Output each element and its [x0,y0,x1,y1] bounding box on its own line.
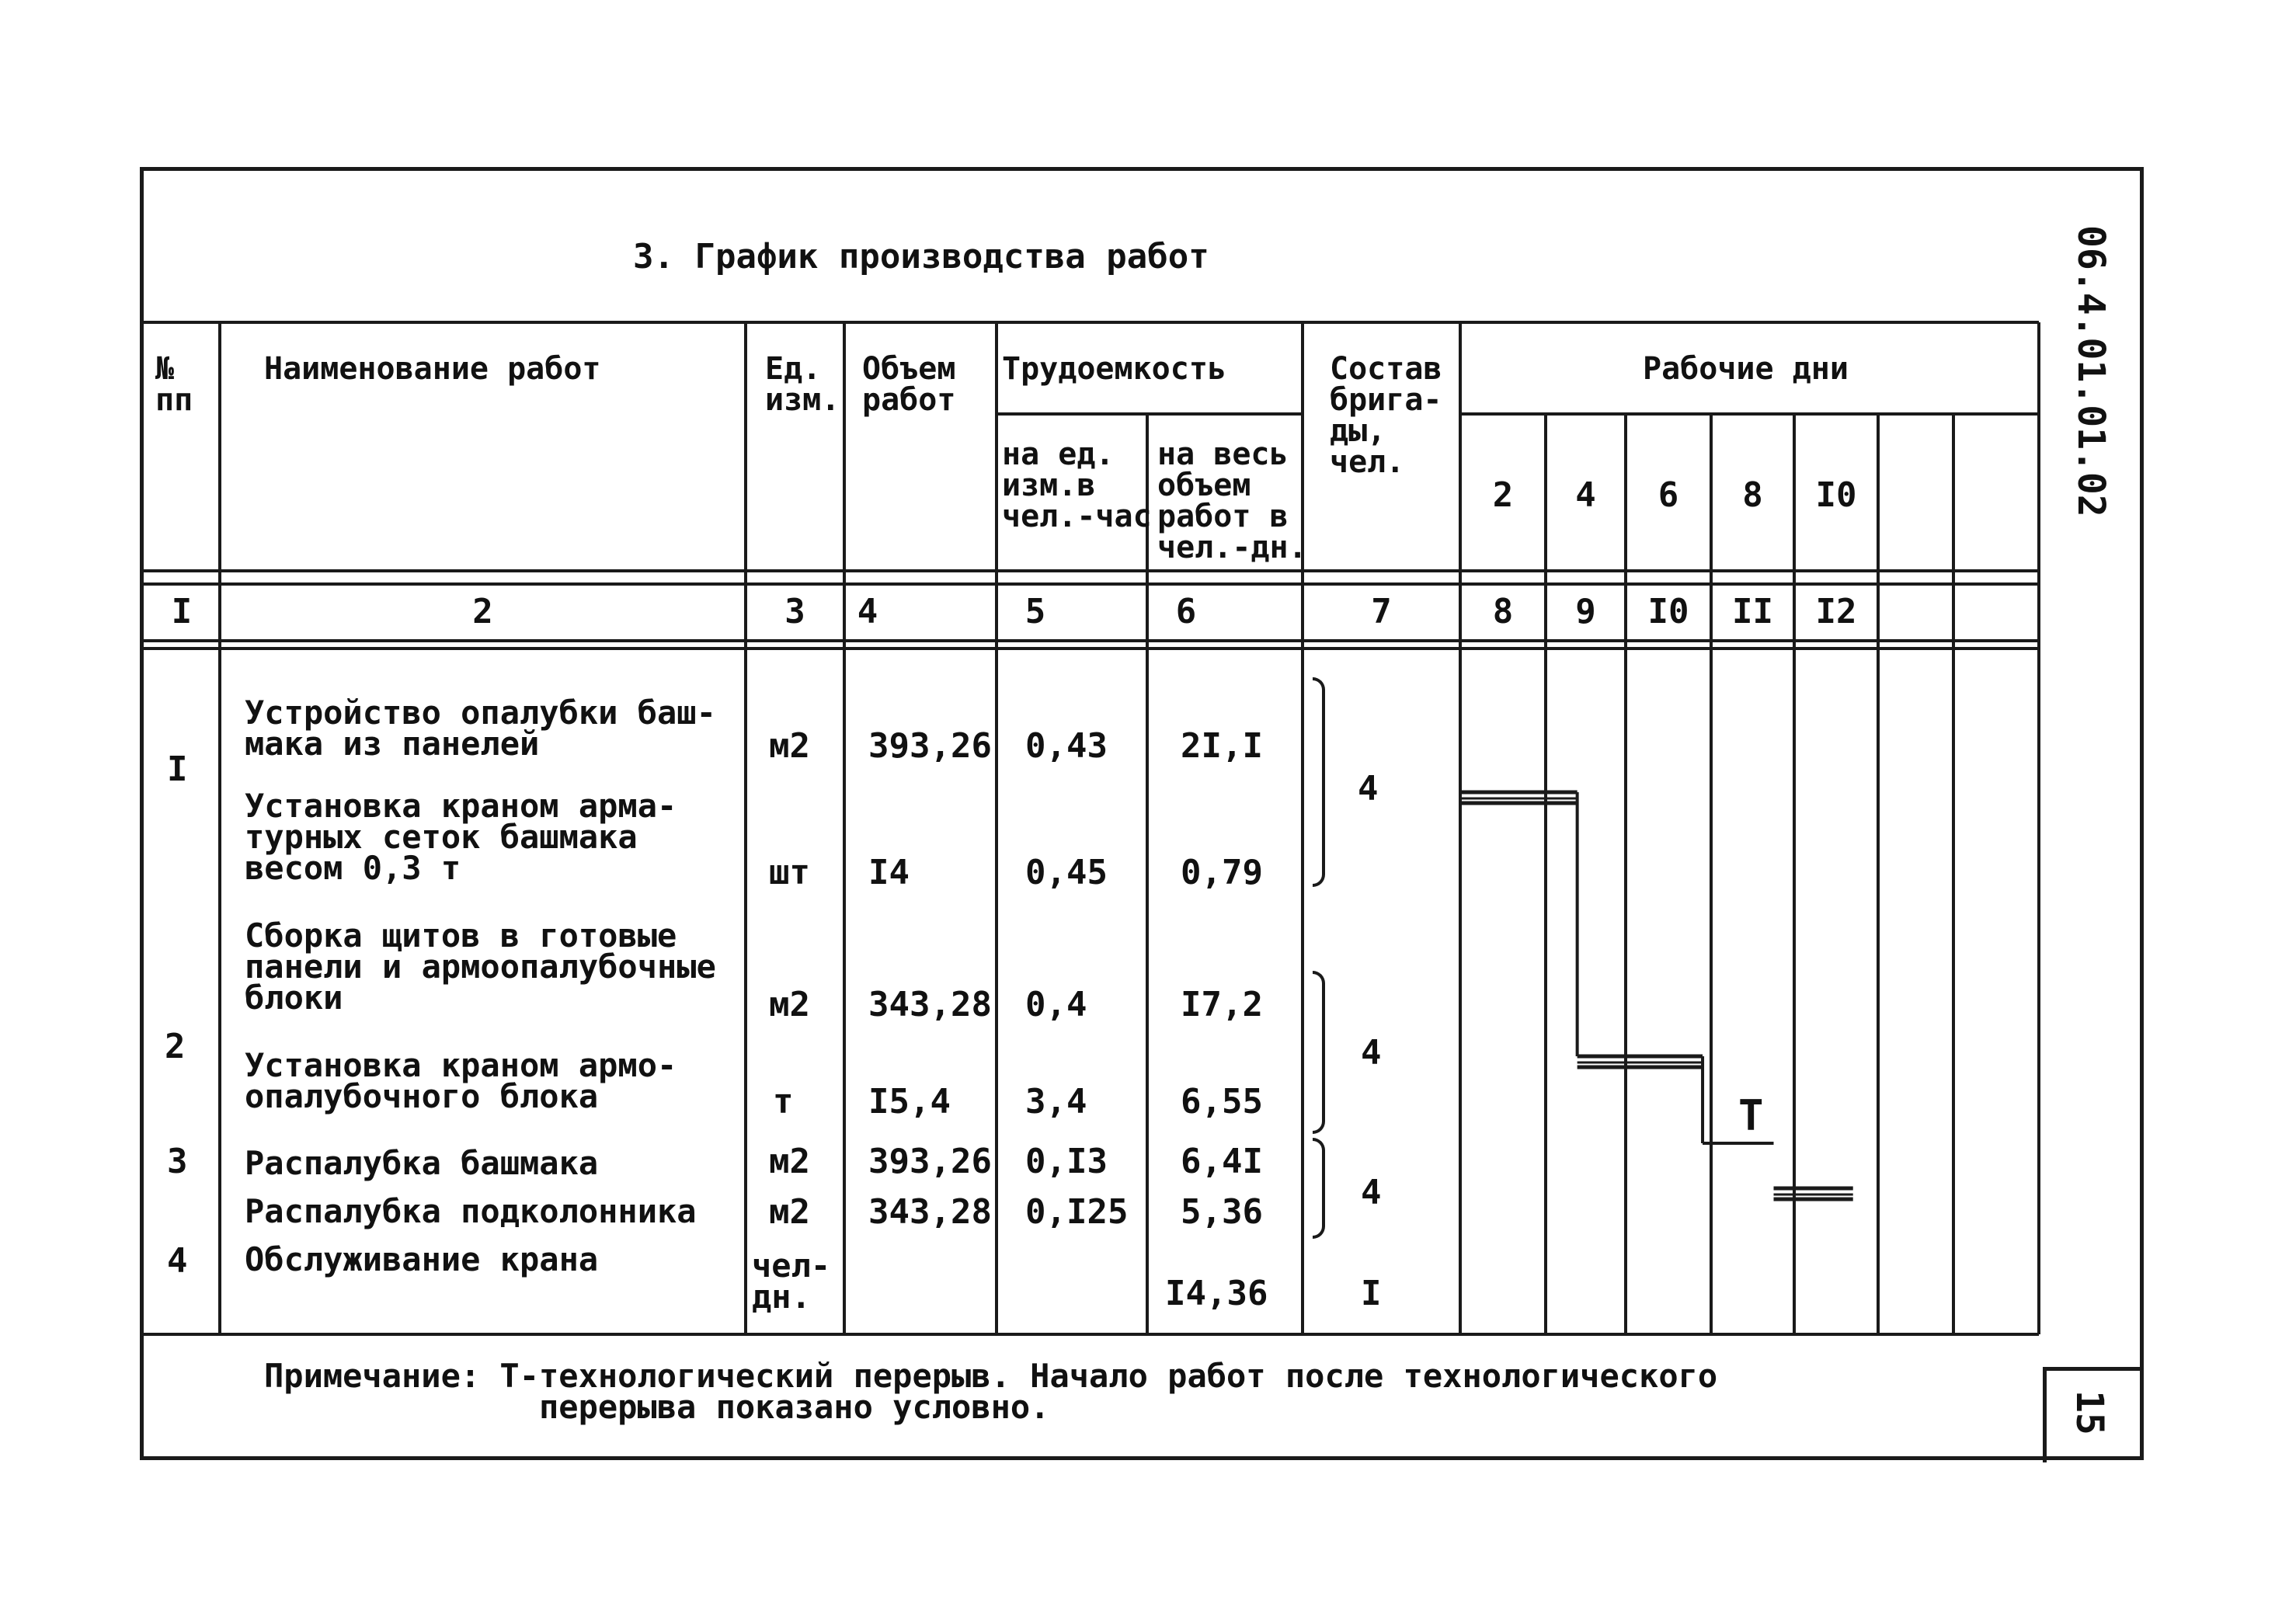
gantt-bar [1774,1188,1853,1199]
crew-cell: I [1361,1274,1382,1313]
work-name: Обслуживание крана [245,1240,599,1278]
day-tick: 2 [1492,475,1514,515]
unit-cell: м2 [769,1142,810,1181]
column-number: I0 [1647,592,1689,631]
crew-cell: 4 [1361,1173,1382,1212]
day-tick: I0 [1815,475,1857,515]
labor-total-cell: I4,36 [1165,1274,1268,1313]
column-number: 7 [1371,592,1392,631]
header-crew: Состав брига- ды, чел. [1330,351,1442,480]
column-number: I [171,592,193,631]
row-number: 3 [167,1142,188,1181]
crew-cell: 4 [1361,1033,1382,1073]
unit-cell: т [773,1082,794,1121]
volume-cell: 393,26 [868,726,992,766]
footnote: Примечание: Т-технологический перерыв. Начало работ после технологического перерыва показано условно. [264,1357,1718,1426]
header-work-days: Рабочие дни [1643,351,1849,387]
column-number: 4 [857,592,878,631]
gantt-bar [1460,792,1578,803]
labor-total-cell: I7,2 [1181,985,1263,1024]
unit-cell: шт [769,853,810,892]
header-labor: Трудоемкость [1002,351,1226,387]
row-number: I [167,749,188,789]
column-number: II [1732,592,1773,631]
work-name: Устройство опалубки баш- мака из панелей [245,694,716,763]
row-number: 2 [165,1027,186,1066]
work-name: Распалубка подколонника [245,1192,697,1230]
volume-cell: 343,28 [868,985,992,1024]
volume-cell: I4 [868,853,910,892]
day-tick: 6 [1658,475,1679,515]
column-number: 8 [1492,592,1514,631]
volume-cell: 393,26 [868,1142,992,1181]
header-unit: Ед. изм. [765,351,840,418]
work-name: Установка краном армо- опалубочного блока [245,1046,677,1115]
work-name: Сборка щитов в готовые панели и армоопалубочные блоки [245,916,716,1017]
gantt-bar [1578,1056,1703,1067]
labor-per-unit-cell: 0,I25 [1025,1192,1129,1232]
volume-cell: 343,28 [868,1192,992,1232]
labor-per-unit-cell: 0,I3 [1025,1142,1108,1181]
labor-total-cell: 6,55 [1181,1082,1263,1121]
unit-cell: м2 [769,726,810,766]
break-label: T [1738,1091,1764,1140]
labor-total-cell: 0,79 [1181,853,1263,892]
day-tick: 8 [1742,475,1763,515]
row-number: 4 [167,1241,188,1281]
labor-per-unit-cell: 0,4 [1025,985,1087,1024]
column-number: 9 [1575,592,1596,631]
header-labor-total: на весь объем работ в чел.-дн. [1157,436,1307,565]
unit-cell: м2 [769,1192,810,1232]
volume-cell: I5,4 [868,1082,951,1121]
crew-cell: 4 [1358,769,1379,809]
labor-total-cell: 5,36 [1181,1192,1263,1232]
labor-per-unit-cell: 0,45 [1025,853,1108,892]
unit-cell: чел- дн. [752,1247,831,1316]
column-number: 5 [1024,592,1046,631]
page-number: 15 [2068,1390,2111,1435]
page-title: 3. График производства работ [633,237,1209,276]
column-number: 2 [472,592,493,631]
column-number: 6 [1175,592,1197,631]
labor-total-cell: 6,4I [1181,1142,1263,1181]
header-no: № пп [155,351,193,418]
labor-per-unit-cell: 3,4 [1025,1082,1087,1121]
unit-cell: м2 [769,985,810,1024]
labor-total-cell: 2I,I [1181,726,1263,766]
header-name: Наименование работ [264,351,601,387]
header-volume: Объем работ [862,351,956,418]
header-labor-per-unit: на ед. изм.в чел.-час [1002,436,1152,534]
day-tick: 4 [1575,475,1596,515]
column-number: 3 [784,592,805,631]
work-name: Установка краном арма- турных сеток башмака весом 0,3 т [245,787,677,887]
column-number: I2 [1815,592,1857,631]
document-code: 06.4.01.01.02 [2069,225,2113,517]
work-name: Распалубка башмака [245,1144,599,1182]
labor-per-unit-cell: 0,43 [1025,726,1108,766]
